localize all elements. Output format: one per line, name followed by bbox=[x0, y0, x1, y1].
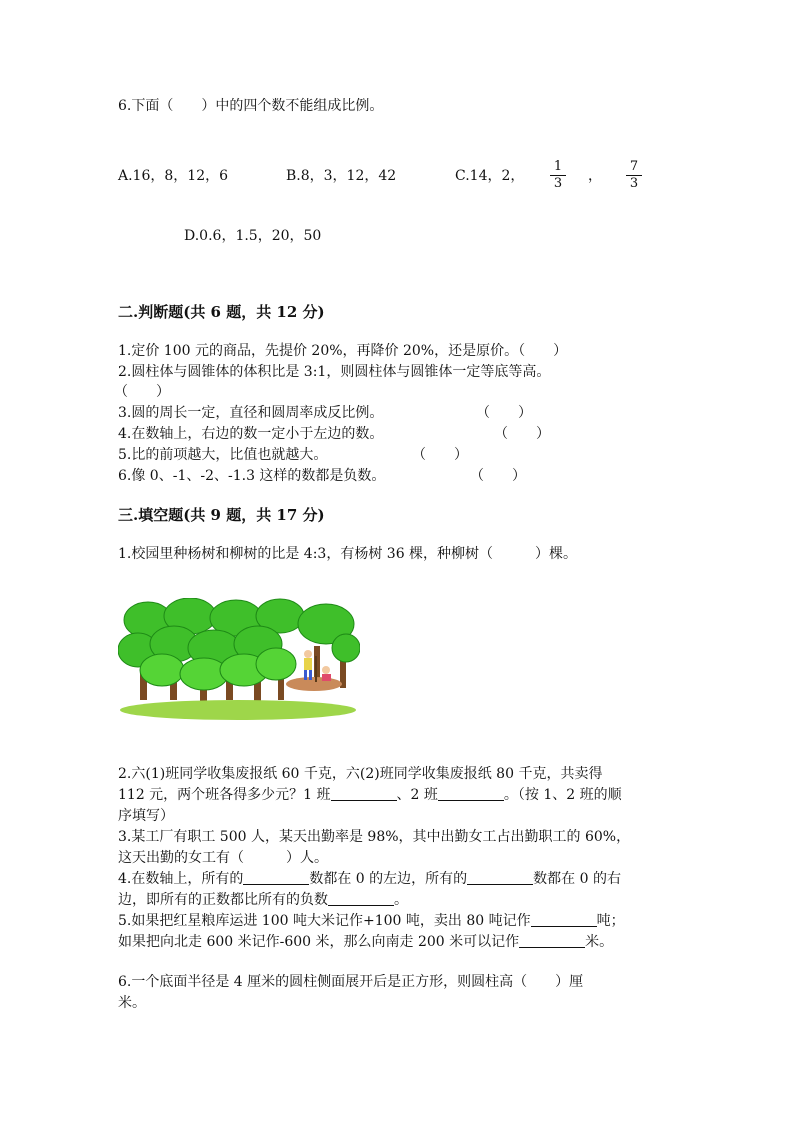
fill-q3-line2: 这天出勤的女工有（ ）人。 bbox=[118, 850, 328, 866]
fill-q5-line1: 5.如果把红星粮库运进 100 吨大米记作+100 吨，卖出 80 吨记作 吨； bbox=[118, 913, 625, 929]
judge-item-1: 1.定价 100 元的商品，先提价 20%，再降价 20%，还是原价。（ ） bbox=[118, 343, 568, 359]
fill-q6-line1: 6.一个底面半径是 4 厘米的圆柱侧面展开后是正方形，则圆柱高（ ）厘 bbox=[118, 974, 584, 990]
trees-illustration bbox=[118, 598, 360, 724]
judge-item-4-bracket: （ ） bbox=[494, 426, 550, 442]
q6-option-d: D.0.6，1.5，20，50 bbox=[184, 228, 322, 244]
q6-option-c-fraction-1: 1 3 bbox=[550, 160, 566, 191]
answer-blank bbox=[438, 786, 504, 801]
judge-item-4: 4.在数轴上，右边的数一定小于左边的数。 bbox=[118, 426, 384, 442]
q6-stem: 6.下面（ ）中的四个数不能组成比例。 bbox=[118, 98, 384, 114]
fill-q6-line2: 米。 bbox=[118, 995, 146, 1011]
judge-item-6-bracket: （ ） bbox=[470, 468, 526, 484]
fill-q3-line1: 3.某工厂有职工 500 人，某天出勤率是 98%，其中出勤女工占出勤职工的 60%， bbox=[118, 829, 631, 845]
q6-option-c-separator: ， bbox=[588, 168, 602, 184]
answer-blank bbox=[328, 891, 394, 906]
answer-blank bbox=[531, 912, 597, 927]
q6-option-a: A.16，8，12，6 bbox=[118, 168, 229, 184]
judge-item-5-bracket: （ ） bbox=[412, 447, 468, 463]
judge-item-3-bracket: （ ） bbox=[476, 405, 532, 421]
section3-title: 三.填空题(共 9 题，共 17 分) bbox=[118, 506, 325, 524]
q6-option-c-fraction-2: 7 3 bbox=[626, 160, 642, 191]
judge-item-2: 2.圆柱体与圆锥体的体积比是 3:1，则圆柱体与圆锥体一定等底等高。 bbox=[118, 364, 551, 380]
fill-q2-line1: 2.六(1)班同学收集废报纸 60 千克，六(2)班同学收集废报纸 80 千克，共卖得 bbox=[118, 766, 603, 782]
q6-option-c: C.14，2， bbox=[455, 168, 525, 184]
section2-title: 二.判断题(共 6 题，共 12 分) bbox=[118, 303, 325, 321]
judge-item-3: 3.圆的周长一定，直径和圆周率成反比例。 bbox=[118, 405, 384, 421]
answer-blank bbox=[467, 870, 533, 885]
fill-q4-line2: 边，即所有的正数都比所有的负数 。 bbox=[118, 892, 408, 908]
q6-option-b: B.8，3，12，42 bbox=[286, 168, 397, 184]
answer-blank bbox=[331, 786, 397, 801]
judge-item-6: 6.像 0、-1、-2、-1.3 这样的数都是负数。 bbox=[118, 468, 386, 484]
fill-q5-line2: 如果把向北走 600 米记作-600 米，那么向南走 200 米可以记作 米。 bbox=[118, 934, 614, 950]
fill-q4-line1: 4.在数轴上，所有的 数都在 0 的左边，所有的 数都在 0 的右 bbox=[118, 871, 621, 887]
judge-item-2-bracket: （ ） bbox=[114, 384, 170, 400]
fill-q2-line2: 112 元，两个班各得多少元？1 班 、2 班 。（按 1、2 班的顺 bbox=[118, 787, 622, 803]
judge-item-5: 5.比的前项越大，比值也就越大。 bbox=[118, 447, 328, 463]
answer-blank bbox=[519, 933, 585, 948]
fill-q1: 1.校园里种杨树和柳树的比是 4:3，有杨树 36 棵，种柳树（ ）棵。 bbox=[118, 546, 578, 562]
answer-blank bbox=[243, 870, 309, 885]
fill-q2-line3: 序填写） bbox=[118, 808, 174, 824]
